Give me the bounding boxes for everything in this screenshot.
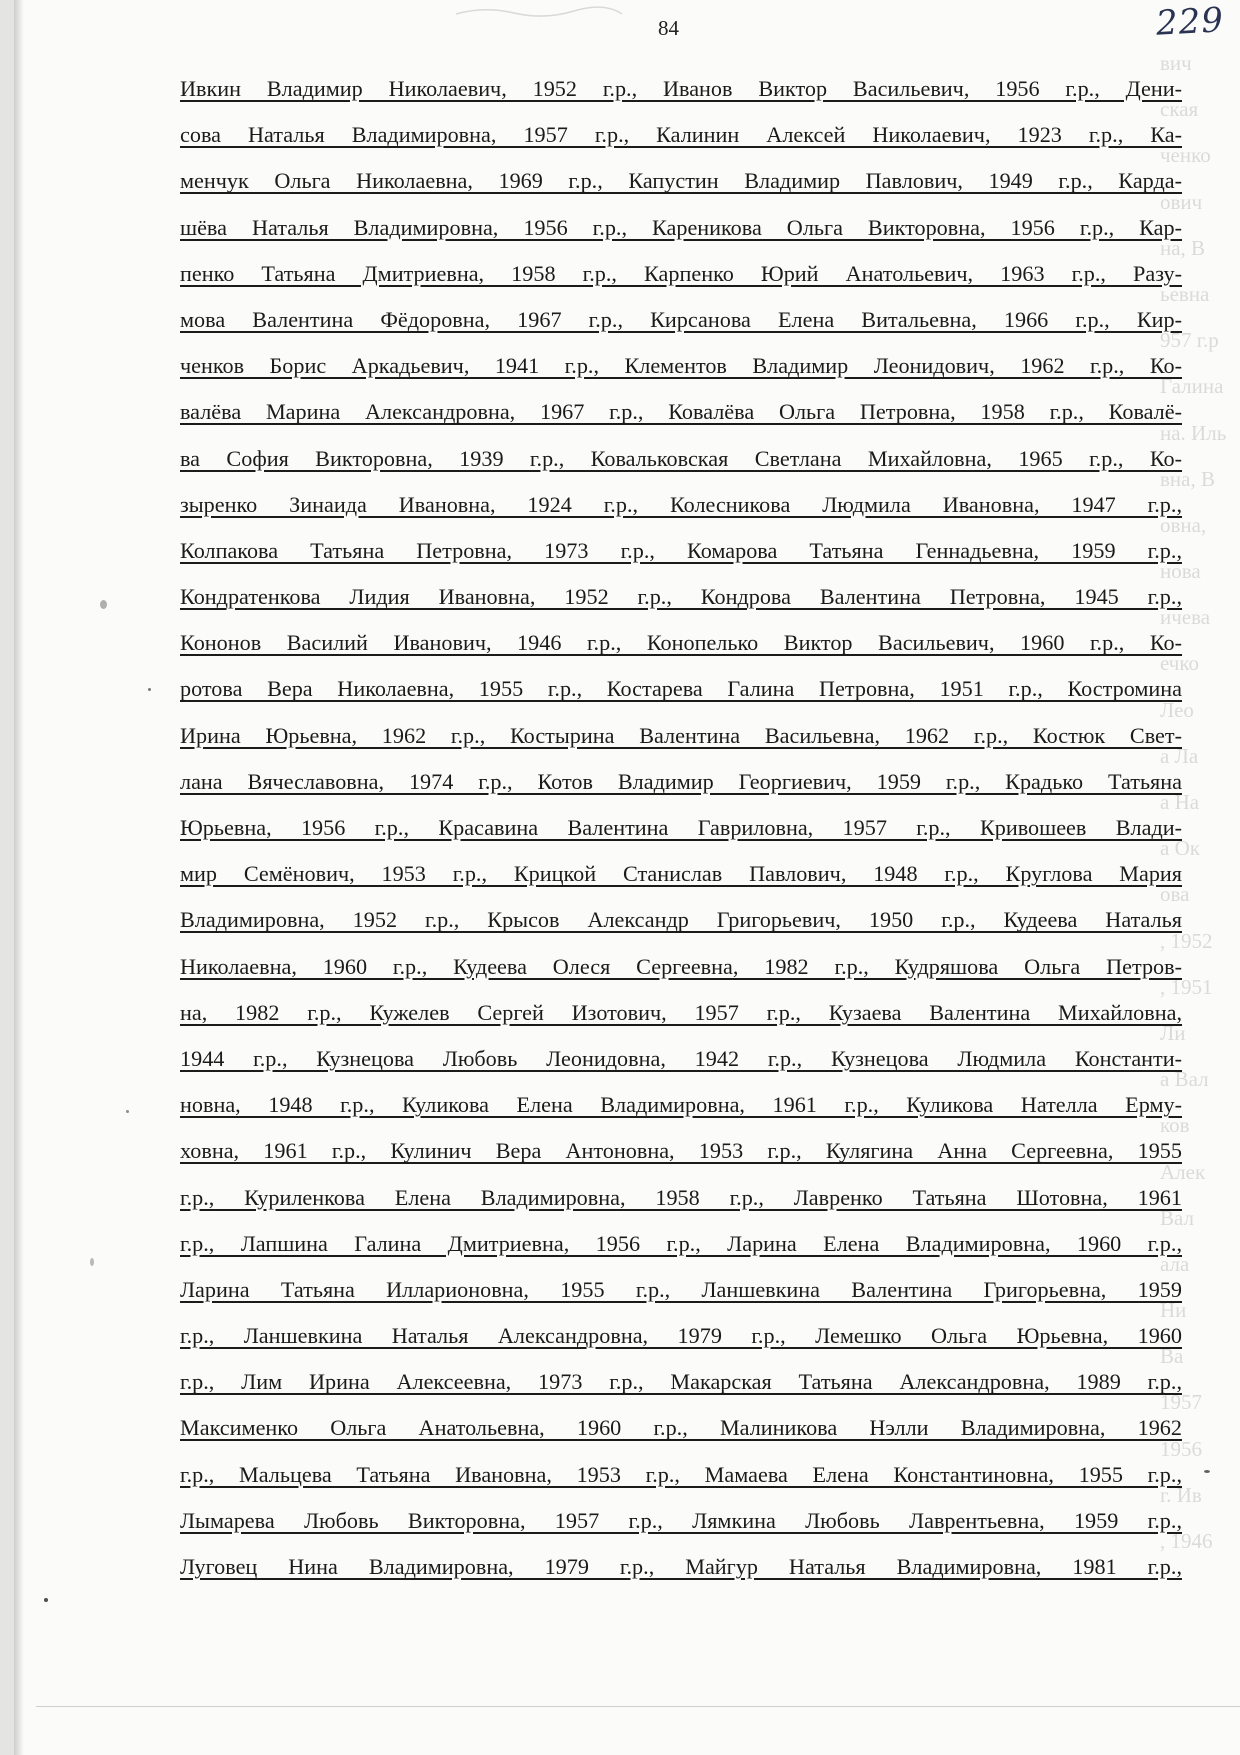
scan-speck — [1204, 1470, 1210, 1473]
text-line: мир Семёнович, 1953 г.р., Крицкой Станислав Павлович, 1948 г.р., Круглова Мария — [180, 861, 1182, 887]
name-list-text — [180, 66, 1182, 1590]
scan-speck — [44, 1598, 48, 1602]
text-line: ховна, 1961 г.р., Кулинич Вера Антоновна, 1953 г.р., Кулягина Анна Сергеевна, 1955 — [180, 1138, 1182, 1164]
text-line: зыренко Зинаида Ивановна, 1924 г.р., Колесникова Людмила Ивановна, 1947 г.р., — [180, 491, 1182, 517]
text-line: Максименко Ольга Анатольевна, 1960 г.р., Малиникова Нэлли Владимировна, 1962 — [180, 1415, 1182, 1441]
scan-edge-shadow — [14, 0, 24, 1755]
archive-number-handwritten: 229 — [1154, 0, 1225, 44]
text-line: ва София Викторовна, 1939 г.р., Ковальковская Светлана Михайловна, 1965 г.р., Ко- — [180, 445, 1182, 471]
text-line: шёва Наталья Владимировна, 1956 г.р., Кареникова Ольга Викторовна, 1956 г.р., Кар- — [180, 214, 1182, 240]
text-line: пенко Татьяна Дмитриевна, 1958 г.р., Карпенко Юрий Анатольевич, 1963 г.р., Разу- — [180, 260, 1182, 286]
bleed-through-text: вич ская ченко ович на, В ьевна 957 г.р Галина на. Иль вна, В овна, нова ичева ечко Лео а Ла а На а Ок ова , 1952 , 1951 Ли а Вал ков Алек Вал ала Ни Ва 1957 1956 г. Ив , 1946 — [1160, 51, 1227, 1553]
text-line: г.р., Лим Ирина Алексеевна, 1973 г.р., Макарская Татьяна Александровна, 1989 г.р., — [180, 1369, 1182, 1395]
text-line: г.р., Ланшевкина Наталья Александровна, 1979 г.р., Лемешко Ольга Юрьевна, 1960 — [180, 1323, 1182, 1349]
text-line: Николаевна, 1960 г.р., Кудеева Олеся Сергеевна, 1982 г.р., Кудряшова Ольга Петров- — [180, 953, 1182, 979]
text-line: Кондратенкова Лидия Ивановна, 1952 г.р., Кондрова Валентина Петровна, 1945 г.р., — [180, 584, 1182, 610]
scan-speck — [100, 600, 107, 609]
text-line: сова Наталья Владимировна, 1957 г.р., Калинин Алексей Николаевич, 1923 г.р., Ка- — [180, 122, 1182, 148]
page-number: 84 — [658, 16, 679, 40]
text-line: ротова Вера Николаевна, 1955 г.р., Костарева Галина Петровна, 1951 г.р., Костромина — [180, 676, 1182, 702]
text-line: Ивкин Владимир Николаевич, 1952 г.р., Иванов Виктор Васильевич, 1956 г.р., Дени- — [180, 76, 1182, 101]
text-line: Луговец Нина Владимировна, 1979 г.р., Майгур Наталья Владимировна, 1981 г.р., — [180, 1554, 1182, 1579]
text-line: на, 1982 г.р., Кужелев Сергей Изотович, 1957 г.р., Кузаева Валентина Михайловна, — [180, 999, 1182, 1025]
text-line: г.р., Лапшина Галина Дмитриевна, 1956 г.р., Ларина Елена Владимировна, 1960 г.р., — [180, 1230, 1182, 1256]
text-line: 1944 г.р., Кузнецова Любовь Леонидовна, 1942 г.р., Кузнецова Людмила Константи- — [180, 1045, 1182, 1071]
scan-speck — [148, 688, 151, 691]
text-line: Юрьевна, 1956 г.р., Красавина Валентина Гавриловна, 1957 г.р., Кривошеев Влади- — [180, 815, 1182, 840]
text-line: Колпакова Татьяна Петровна, 1973 г.р., Комарова Татьяна Геннадьевна, 1959 г.р., — [180, 537, 1182, 563]
text-line: Лымарева Любовь Викторовна, 1957 г.р., Лямкина Любовь Лаврентьевна, 1959 г.р., — [180, 1507, 1182, 1533]
text-line: Ларина Татьяна Илларионовна, 1955 г.р., Ланшевкина Валентина Григорьевна, 1959 — [180, 1276, 1182, 1302]
faded-header-mark — [454, 2, 624, 20]
scan-speck — [126, 1110, 129, 1113]
text-line: лана Вячеславовна, 1974 г.р., Котов Владимир Георгиевич, 1959 г.р., Крадько Татьяна — [180, 768, 1182, 794]
text-line: мова Валентина Фёдоровна, 1967 г.р., Кирсанова Елена Витальевна, 1966 г.р., Кир- — [180, 306, 1182, 332]
scan-bottom-edge — [36, 1706, 1240, 1707]
text-line: валёва Марина Александровна, 1967 г.р., Ковалёва Ольга Петровна, 1958 г.р., Ковалё- — [180, 399, 1182, 425]
scan-speck — [90, 1258, 94, 1266]
text-line: Кононов Василий Иванович, 1946 г.р., Конопелько Виктор Васильевич, 1960 г.р., Ко- — [180, 630, 1182, 656]
text-line: ченков Борис Аркадьевич, 1941 г.р., Клементов Владимир Леонидович, 1962 г.р., Ко- — [180, 353, 1182, 379]
text-line: Ирина Юрьевна, 1962 г.р., Костырина Валентина Васильевна, 1962 г.р., Костюк Свет- — [180, 722, 1182, 748]
text-line: г.р., Куриленкова Елена Владимировна, 1958 г.р., Лавренко Татьяна Шотовна, 1961 — [180, 1184, 1182, 1210]
document-page — [14, 0, 1240, 1755]
text-line: менчук Ольга Николаевна, 1969 г.р., Капустин Владимир Павлович, 1949 г.р., Карда- — [180, 168, 1182, 194]
text-line: г.р., Мальцева Татьяна Ивановна, 1953 г.р., Мамаева Елена Константиновна, 1955 г.р., — [180, 1461, 1182, 1487]
text-line: Владимировна, 1952 г.р., Крысов Александр Григорьевич, 1950 г.р., Кудеева Наталья — [180, 907, 1182, 933]
text-line: новна, 1948 г.р., Куликова Елена Владимировна, 1961 г.р., Куликова Нателла Ерму- — [180, 1092, 1182, 1118]
